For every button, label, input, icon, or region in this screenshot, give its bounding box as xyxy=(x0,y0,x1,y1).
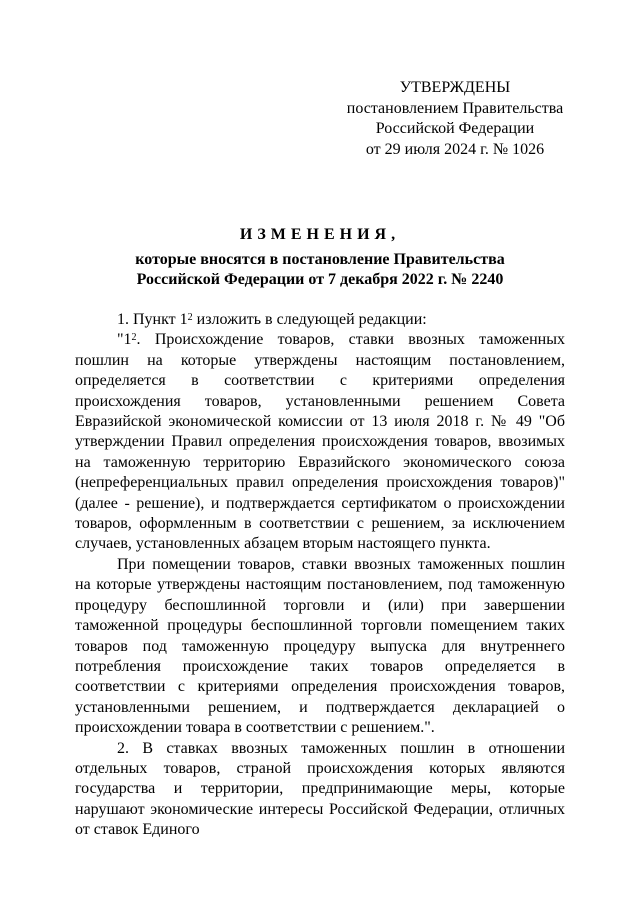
document-title xyxy=(75,225,565,290)
approval-block xyxy=(330,78,580,160)
title-subline: Российской Федерации от 7 декабря 2022 г. № 2240 xyxy=(136,271,504,288)
approval-heading: УТВЕРЖДЕНЫ xyxy=(399,79,511,96)
paragraph: При помещении товаров, ставки ввозных таможенных пошлин на которые утверждены настоящим постановлением, под таможенную процедуру беспошлинной торговли и (или) при завершении таможенной процедуры беспошлинной торговли помещением таких товаров под таможенную процедуру выпуска для внутреннего потребления происхождение таких товаров определяется в соответствии с критериями определения происхождения товаров, установленными решением, и подтверждается декларацией о происхождении товара в соответствии с решением.". xyxy=(75,555,565,737)
paragraph: "$1^2$. Происхождение товаров, ставки ввозных таможенных пошлин на которые утверждены настоящим постановлением, определяется в соответствии с критериями определения происхождения товаров, установленными решением Совета Евразийской экономической комиссии от 13 июля 2018 г. № 49 "Об утверждении Правил определения происхождения товаров, ввозимых на таможенную территорию Евразийского экономического союза (непреференциальных правил определения происхождения товаров)" (далее - решение), и подтверждается сертификатом о происхождении товаров, оформленным в соответствии с решением, за исключением случаев, установленных абзацем вторым настоящего пункта. xyxy=(75,331,565,553)
approval-date: от 29 июля 2024 г. № 1026 xyxy=(365,140,545,158)
title-subline: которые вносятся в постановление Правительства xyxy=(135,251,505,268)
approval-line: постановлением Правительства xyxy=(346,99,564,117)
paragraph: 2. В ставках ввозных таможенных пошлин в отношении отдельных товаров, страной происхождения которых являются государства и территории, предпринимающие меры, которые нарушают экономические интересы Российской Федерации, отличных от ставок Единого xyxy=(75,739,565,839)
document-body xyxy=(75,310,565,841)
approval-line: Российской Федерации xyxy=(375,120,535,137)
title-heading: ИЗМЕНЕНИЯ, xyxy=(239,226,401,243)
paragraph: 1. Пункт $1^2$ изложить в следующей редакции: xyxy=(117,311,427,328)
